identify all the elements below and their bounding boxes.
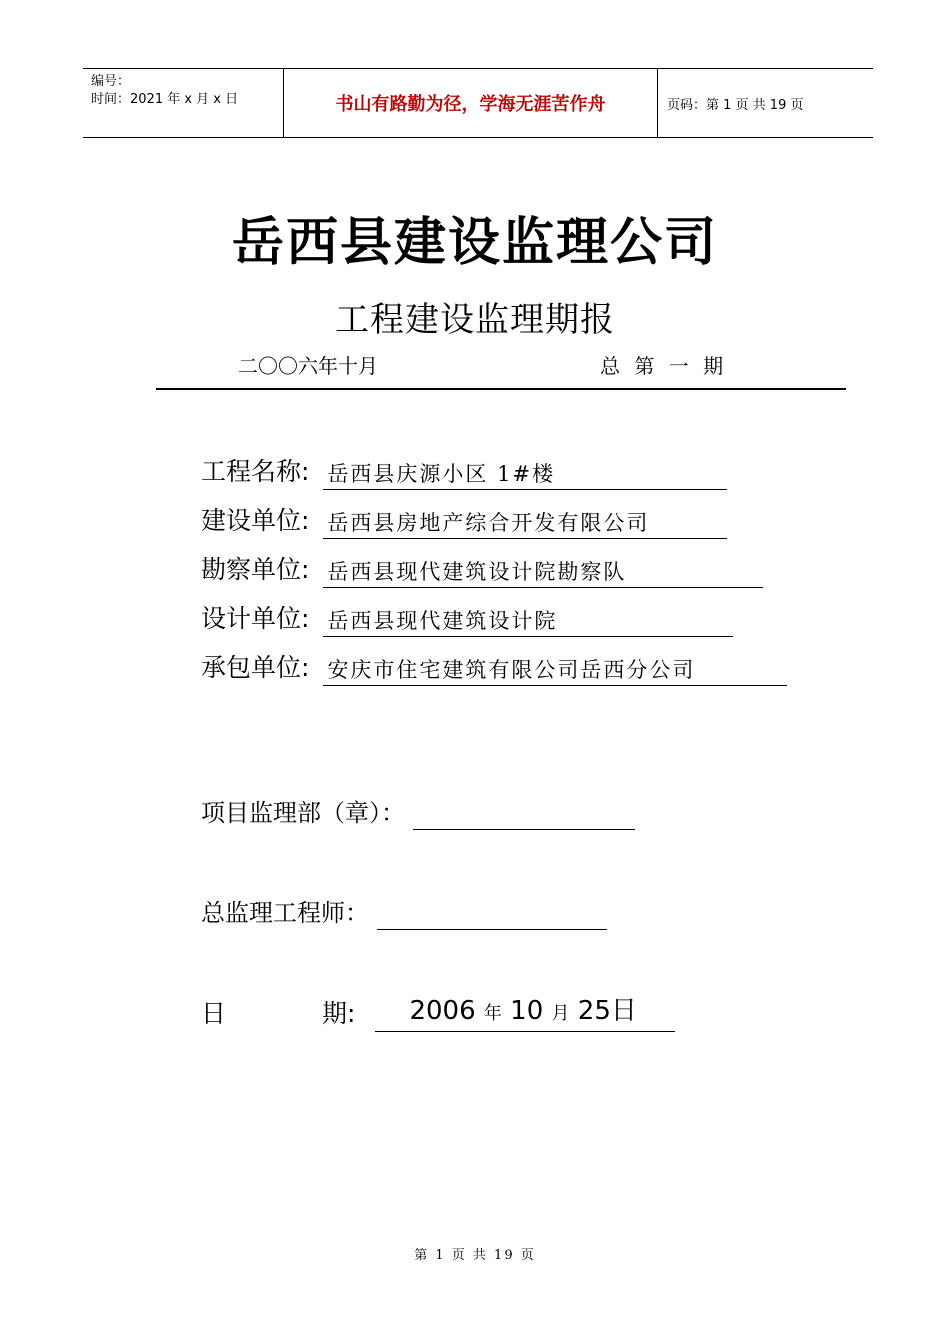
date-year: 2006 [409,996,476,1026]
header-motto: 书山有路勤为径，学海无涯苦作舟 [335,94,606,115]
company-title: 岳西县建设监理公司 [231,212,718,273]
header-time: 时间：2021 年 x 月 x 日 [91,92,239,107]
info-value: 岳西县庆源小区 1#楼 [323,459,727,490]
date-day: 25 [577,996,611,1026]
date-month-unit: 月 [551,1003,570,1024]
supervision-dept-row [201,796,635,830]
chief-engineer-blank [377,903,607,930]
info-row-design [201,597,733,637]
info-value: 岳西县房地产综合开发有限公司 [323,508,727,539]
title-divider [156,388,846,390]
info-row-contractor [201,646,787,686]
issue-date: 二〇〇六年十月 [238,354,378,378]
info-value: 安庆市住宅建筑有限公司岳西分公司 [323,655,787,686]
date-label-day: 日 [201,999,227,1028]
info-value: 岳西县现代建筑设计院 [323,606,733,637]
info-row-owner [201,499,727,539]
info-label: 承包单位: [201,653,310,682]
supervision-dept-label: 项目监理部（章）： [201,799,405,827]
header-table [83,68,873,138]
info-row-survey [201,548,763,588]
header-number: 编号： [91,74,131,89]
chief-engineer-label: 总监理工程师： [201,899,369,927]
header-meta [83,69,284,137]
page-footer: 第 1 页 共 19 页 [414,1248,536,1263]
header-page-info: 页码：第 1 页 共 19 页 [667,97,804,113]
info-value: 岳西县现代建筑设计院勘察队 [323,557,763,588]
info-row-project [201,450,727,490]
date-day-unit: 日 [610,996,637,1026]
supervision-dept-blank [413,803,635,830]
report-title: 工程建设监理期报 [335,300,615,340]
header-motto-cell [284,69,658,137]
info-label: 建设单位: [201,506,310,535]
date-label-period: 期: [322,999,356,1028]
issue-number: 总 第 一 期 [600,354,728,378]
date-year-unit: 年 [483,1003,502,1024]
info-label: 设计单位: [201,604,310,633]
chief-engineer-row [201,896,607,930]
date-row [201,994,675,1032]
info-label: 勘察单位: [201,555,310,584]
info-label: 工程名称: [201,457,310,486]
date-month: 10 [510,996,544,1026]
date-value [375,994,674,1032]
